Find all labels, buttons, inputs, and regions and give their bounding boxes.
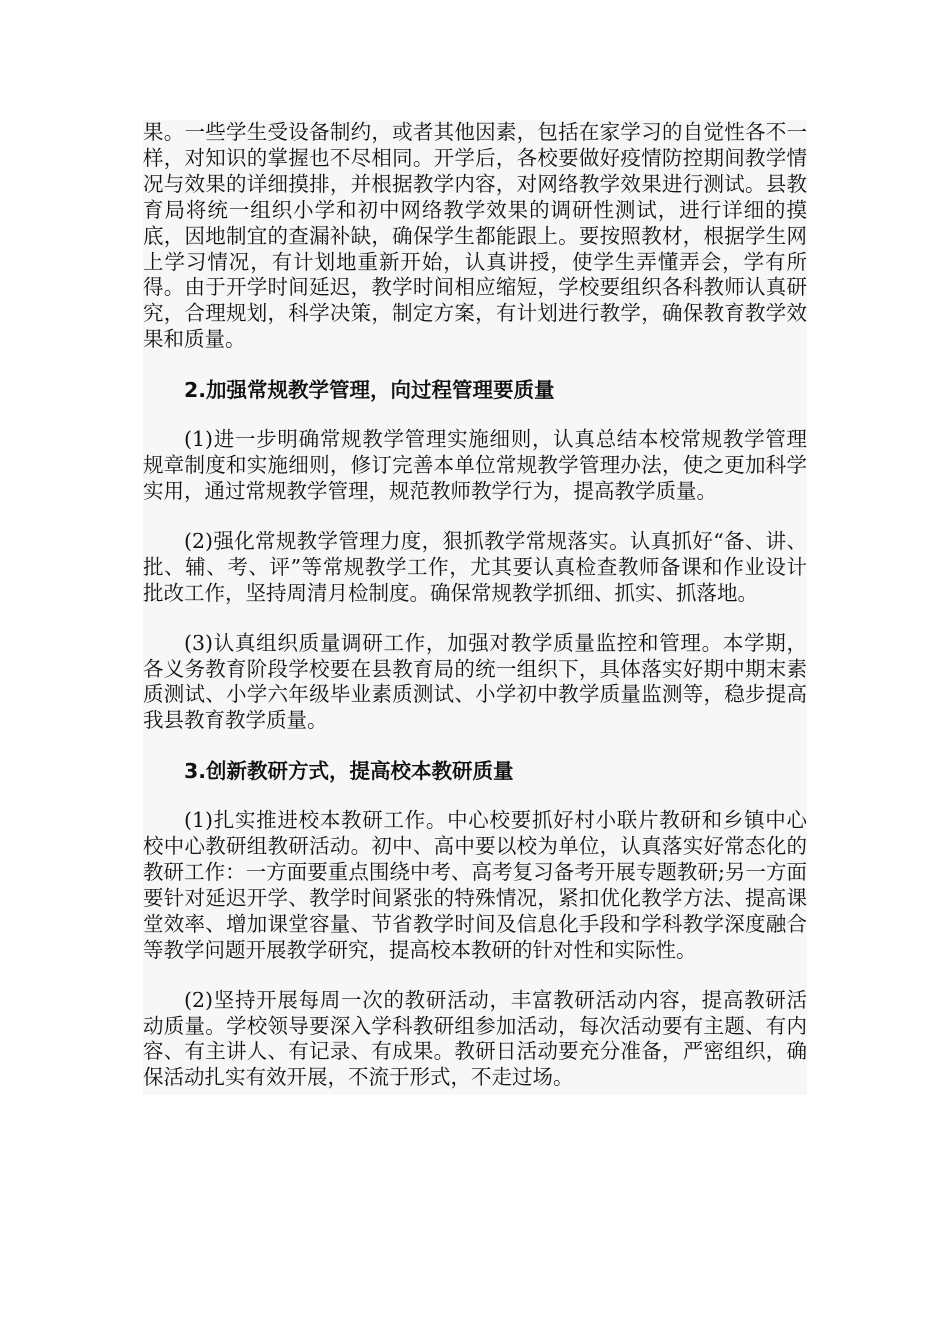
section-heading-2: 2.加强常规教学管理，向过程管理要质量 (184, 378, 555, 403)
paragraph-2-3: (3)认真组织质量调研工作，加强对教学质量监控和管理。本学期，各义务教育阶段学校要在县教育局的统一组织下，具体落实好期中期末素质测试、小学六年级毕业素质测试、小学初中教学质量监测等，稳步提高我县教育教学质量。 (143, 630, 807, 733)
paragraph-continuation: 果。一些学生受设备制约，或者其他因素，包括在家学习的自觉性各不一样，对知识的掌握也不尽相同。开学后，各校要做好疫情防控期间教学情况与效果的详细摸排，并根据教学内容，对网络教学效果进行测试。县教育局将统一组织小学和初中网络教学效果的调研性测试，进行详细的摸底，因地制宜的查漏补缺，确保学生都能跟上。要按照教材，根据学生网上学习情况，有计划地重新开始，认真讲授，使学生弄懂弄会，学有所得。由于开学时间延迟，教学时间相应缩短，学校要组织各科教师认真研究，合理规划，科学决策，制定方案，有计划进行教学，确保教育教学效果和质量。 (143, 120, 807, 352)
paragraph-gap (143, 734, 807, 758)
section-heading-3: 3.创新教研方式，提高校本教研质量 (184, 759, 514, 784)
paragraph-gap (143, 353, 807, 377)
document-body (143, 120, 807, 1095)
paragraph-gap (143, 505, 807, 529)
paragraph-2-2: (2)强化常规教学管理力度，狠抓教学常规落实。认真抓好“备、讲、批、辅、考、评”等常规教学工作，尤其要认真检查教师备课和作业设计批改工作，坚持周清月检制度。确保常规教学抓细、抓实、抓落地。 (143, 528, 807, 605)
paragraph-gap (143, 403, 807, 427)
paragraph-gap (143, 784, 807, 808)
paragraph-2-1: (1)进一步明确常规教学管理实施细则，认真总结本校常规教学管理规章制度和实施细则，修订完善本单位常规教学管理办法，使之更加科学实用，通过常规教学管理，规范教师教学行为，提高教学质量。 (143, 427, 807, 503)
paragraph-gap (143, 964, 807, 988)
paragraph-gap (143, 607, 807, 631)
paragraph-3-1: (1)扎实推进校本教研工作。中心校要抓好村小联片教研和乡镇中心校中心教研组教研活动。初中、高中要以校为单位，认真落实好常态化的教研工作：一方面要重点围绕中考、高考复习备考开展专题教研;另一方面要针对延迟开学、教学时间紧张的特殊情况，紧扣优化教学方法、提高课堂效率、增加课堂容量、节省教学时间及信息化手段和学科教学深度融合等教学问题开展教学研究，提高校本教研的针对性和实际性。 (143, 808, 807, 962)
paragraph-3-2: (2)坚持开展每周一次的教研活动，丰富教研活动内容，提高教研活动质量。学校领导要深入学科教研组参加活动，每次活动要有主题、有内容、有主讲人、有记录、有成果。教研日活动要充分准备，严密组织，确保活动扎实有效开展，不流于形式，不走过场。 (143, 987, 807, 1090)
